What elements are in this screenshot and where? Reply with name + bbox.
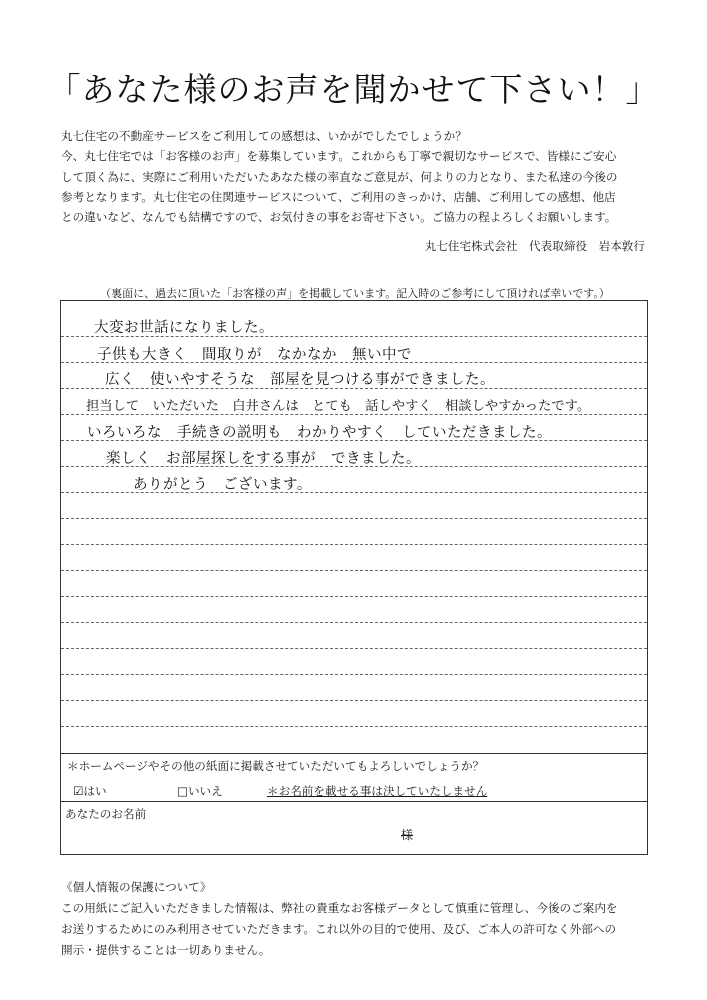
intro-line: 丸七住宅の不動産サービスをご利用しての感想は、いかがでしたでしょうか？ [61, 129, 467, 143]
comment-form [60, 300, 648, 855]
privacy-line: この用紙にご記入いただきました情報は、弊社の貴重なお客様データとして慎重に管理し、今後のご案内を [61, 901, 618, 915]
ruled-line [61, 570, 647, 571]
page-title: 「あなた様のお声を聞かせて下さい！」 [47, 70, 660, 109]
intro-line: して頂く為に、実際にご利用いただいたあなた様の率直なご意見が、何よりの力となり、また私達の今後の [61, 169, 618, 184]
intro-line: との違いなど、なんでも結構ですので、お気付きの事をお寄せ下さい。ご協力の程よろしくお願いします。 [61, 210, 617, 225]
consent-yes-checkbox[interactable]: ☑はい [73, 784, 107, 798]
privacy-heading: 《個人情報の保護について》 [61, 880, 212, 894]
intro-text [61, 126, 651, 227]
intro-line: 参考となります。丸七住宅の住関連サービスについて、ご利用のきっかけ、店舗、ご利用しての感想、他店 [61, 189, 616, 204]
ruled-line [61, 518, 647, 519]
name-honorific: 様 [401, 828, 414, 842]
consent-question: ＊ホームページやその他の紙面に掲載させていただいてもよろしいでしょうか？ [67, 759, 485, 773]
ruled-line [61, 700, 647, 701]
ruled-line [61, 596, 647, 597]
comment-line: 担当して いただいた 白井さんは とても 話しやすく 相談しやすかったです。 [86, 399, 591, 414]
name-label: あなたのお名前 [65, 807, 147, 821]
consent-no-checkbox[interactable]: □いいえ [177, 784, 223, 798]
comment-line: いろいろな 手続きの説明も わかりやすく していただきました。 [87, 425, 552, 441]
comment-line: ありがとう ございます。 [133, 477, 312, 493]
ruled-line [61, 414, 647, 415]
comment-line: 楽しく お部屋探しをする事が できました。 [106, 451, 421, 467]
privacy-line: 開示・提供することは一切ありません。 [61, 943, 271, 957]
section-divider [61, 801, 647, 802]
comment-line: 大変お世話になりました。 [94, 320, 274, 336]
consent-name-note: ＊お名前を載せる事は決していたしません [267, 784, 488, 798]
intro-line: 今、丸七住宅では「お客様のお声」を募集しています。これからも丁寧で親切なサービスで、皆様にご安心 [61, 149, 617, 164]
ruled-line [61, 674, 647, 675]
privacy-line: お送りするためにのみ利用させていただきます。これ以外の目的で使用、及び、ご本人の許可なく外部への [61, 922, 617, 936]
reference-note: （裏面に、過去に頂いた「お客様の声」を掲載しています。記入時のご参考にして頂ければ幸いです。） [100, 287, 610, 300]
section-divider [61, 753, 647, 754]
comment-line: 子供も大きく 間取りが なかなか 無い中で [97, 347, 412, 363]
ruled-line [61, 726, 647, 727]
ruled-line [61, 648, 647, 649]
comment-line: 広く 使いやすそうな 部屋を見つける事ができました。 [105, 372, 495, 388]
privacy-section [61, 877, 661, 961]
signature: 丸七住宅株式会社 代表取締役 岩本敦行 [424, 239, 645, 253]
ruled-line [61, 622, 647, 623]
ruled-line [61, 544, 647, 545]
